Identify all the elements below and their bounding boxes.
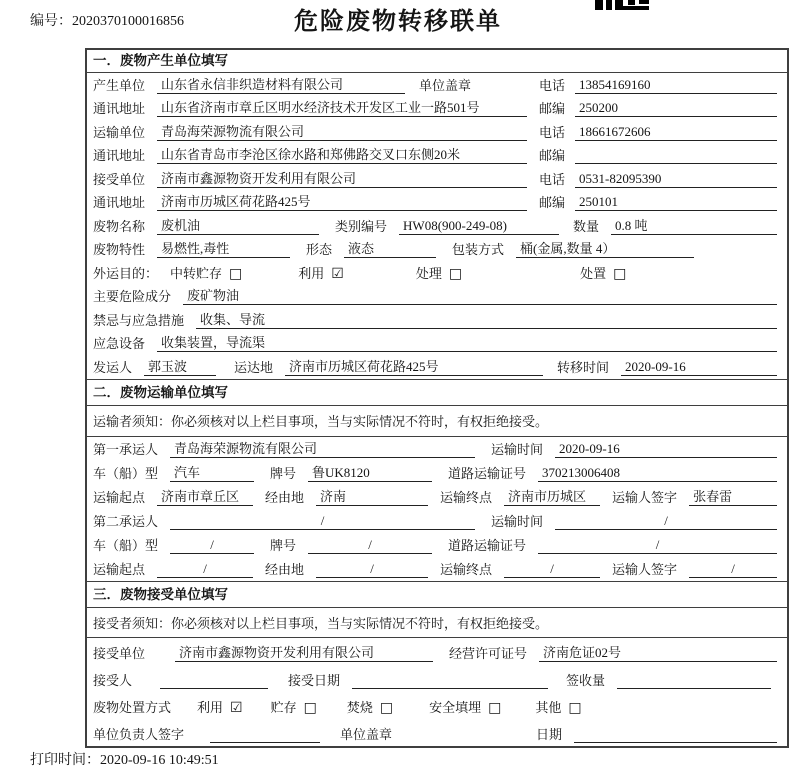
checkbox-checked-icon: ☑ <box>331 265 344 282</box>
route2-row <box>87 557 787 581</box>
section-receiver-title: 三．废物接受单位填写 <box>87 581 787 608</box>
receiver-phone-label: 电话 <box>539 171 566 187</box>
disposal-option-other <box>535 697 581 716</box>
shipper-value: 郭玉波 <box>144 358 216 376</box>
roadcert1-value: 370213006408 <box>538 464 777 482</box>
section-transporter-title: 二．废物运输单位填写 <box>87 379 787 406</box>
acceptor-row <box>87 665 787 692</box>
end1-value: 济南市历城区 <box>504 488 600 506</box>
transporter-value: 青岛海荣源物流有限公司 <box>157 123 527 141</box>
vehicle1-label: 车（船）型 <box>93 465 159 481</box>
equipment-value: 收集装置，导流渠 <box>157 334 777 352</box>
transporter-notice: 运输者须知：你必须核对以上栏目事项，当与实际情况不符时，有权拒绝接受。 <box>87 406 787 437</box>
carrier2-row <box>87 509 787 533</box>
acceptor-label: 接受人 <box>93 672 133 688</box>
receiver-zip-group <box>539 193 777 211</box>
purpose-option-label: 中转贮存 <box>170 265 223 281</box>
disposal-option-label: 其他 <box>535 699 562 715</box>
receiver-phone-group <box>539 170 777 188</box>
state-value: 液态 <box>344 240 436 258</box>
waste-name-value: 废机油 <box>157 217 319 235</box>
print-time-value: 2020-09-16 10:49:51 <box>100 753 219 768</box>
destination-value: 济南市历城区荷花路425号 <box>285 358 543 376</box>
accept-unit-label: 接受单位 <box>93 645 146 661</box>
quantity-value: 0.8 吨 <box>611 217 777 235</box>
origin1-label: 运输起点 <box>93 489 146 505</box>
time2-label: 运输时间 <box>491 513 544 529</box>
vehicle1-row <box>87 461 787 485</box>
receiver-value: 济南市鑫源物资开发利用有限公司 <box>157 170 527 188</box>
purpose-option-label: 利用 <box>298 265 325 281</box>
sign1-label: 运输人签字 <box>612 489 678 505</box>
date-label: 日期 <box>536 726 563 742</box>
section-producer-title: 一．废物产生单位填写 <box>87 50 787 73</box>
disposal-option-incinerate <box>347 697 393 716</box>
roadcert2-label: 道路运输证号 <box>448 537 527 553</box>
trait-label: 废物特性 <box>93 242 146 257</box>
disposal-option-label: 安全填埋 <box>429 699 482 715</box>
transporter-zip-label: 邮编 <box>539 148 566 163</box>
transfer-time-value: 2020-09-16 <box>621 358 777 376</box>
destination-label: 运达地 <box>234 359 274 375</box>
acceptor-value <box>160 688 268 689</box>
transporter-addr-label: 通讯地址 <box>93 148 146 163</box>
print-time-label: 打印时间： <box>30 753 100 768</box>
time1-label: 运输时间 <box>491 441 544 457</box>
purpose-option-utilize <box>298 263 344 282</box>
carrier2-value: / <box>170 512 475 530</box>
producer-address-row <box>87 97 787 121</box>
transporter-zip-value <box>575 163 777 164</box>
sign2-label: 运输人签字 <box>612 561 678 577</box>
section-receiver <box>87 581 787 746</box>
state-label: 形态 <box>306 242 333 257</box>
producer-zip-value: 250200 <box>575 99 777 117</box>
sign1-value: 张春雷 <box>689 488 777 506</box>
producer-phone-group <box>539 76 777 94</box>
checkbox-unchecked-icon: □ <box>568 699 582 716</box>
shipper-row <box>87 355 787 379</box>
serial-label: 编号： <box>30 14 72 29</box>
plate2-label: 牌号 <box>270 537 297 553</box>
checkbox-checked-icon: ☑ <box>230 699 243 716</box>
disposal-option-label: 焚烧 <box>346 699 373 715</box>
taboo-value: 收集、导流 <box>196 311 777 329</box>
purpose-option-label: 处置 <box>580 265 607 281</box>
purpose-option-label: 处理 <box>415 265 442 281</box>
plate1-value: 鲁UK8120 <box>308 464 432 482</box>
accept-unit-value: 济南市鑫源物资开发利用有限公司 <box>175 644 433 662</box>
seal-label: 单位盖章 <box>419 77 472 93</box>
disposal-option-landfill <box>429 697 501 716</box>
producer-zip-group <box>539 99 777 117</box>
purpose-option-dispose <box>580 263 626 282</box>
origin2-label: 运输起点 <box>93 561 146 577</box>
transporter-label: 运输单位 <box>93 124 146 140</box>
purpose-label: 外运目的： <box>93 265 159 281</box>
quantity-label: 数量 <box>573 218 600 234</box>
waste-name-label: 废物名称 <box>93 218 146 234</box>
roadcert2-value: / <box>538 536 777 554</box>
vehicle2-value: / <box>170 536 254 554</box>
category-label: 类别编号 <box>335 218 388 234</box>
license-value: 济南危证02号 <box>539 644 777 662</box>
license-label: 经营许可证号 <box>449 645 528 661</box>
transfer-form-table <box>85 48 789 748</box>
producer-addr-label: 通讯地址 <box>93 101 146 116</box>
producer-addr-value: 山东省济南市章丘区明水经济技术开发区工业一路501号 <box>157 99 527 117</box>
taboo-label: 禁忌与应急措施 <box>93 312 185 328</box>
carrier1-row <box>87 437 787 461</box>
received-qty-label: 签收量 <box>566 672 606 688</box>
via2-value: / <box>316 560 428 578</box>
carrier1-label: 第一承运人 <box>93 441 159 457</box>
time2-value: / <box>555 512 777 530</box>
receiver-addr-label: 通讯地址 <box>93 195 146 210</box>
producer-phone-label: 电话 <box>539 77 566 93</box>
receiver-label: 接受单位 <box>93 171 146 187</box>
vehicle2-label: 车（船）型 <box>93 537 159 553</box>
hazard-label: 主要危险成分 <box>93 289 172 304</box>
transporter-phone-value: 18661672606 <box>575 123 777 141</box>
producer-zip-label: 邮编 <box>539 101 566 116</box>
receiver-row <box>87 167 787 191</box>
disposal-option-storage <box>271 697 317 716</box>
checkbox-unchecked-icon: □ <box>488 699 502 716</box>
waste-trait-row <box>87 238 787 262</box>
carrier2-label: 第二承运人 <box>93 513 159 529</box>
hazard-value: 废矿物油 <box>183 287 777 305</box>
purpose-option-transfer-storage <box>170 263 242 282</box>
checkbox-unchecked-icon: □ <box>229 265 243 282</box>
via2-label: 经由地 <box>265 561 305 577</box>
vehicle1-value: 汽车 <box>170 464 254 482</box>
section-transporter <box>87 379 787 581</box>
disposal-row <box>87 692 787 719</box>
producer-row <box>87 73 787 97</box>
disposal-option-utilize <box>197 697 243 716</box>
receiver-phone-value: 0531-82095390 <box>575 170 777 188</box>
transporter-phone-label: 电话 <box>539 124 566 140</box>
waste-name-row <box>87 214 787 238</box>
shipper-label: 发运人 <box>93 359 133 375</box>
receiver-addr-value: 济南市历城区荷花路425号 <box>157 193 527 211</box>
checkbox-unchecked-icon: □ <box>303 699 317 716</box>
time1-value: 2020-09-16 <box>555 440 777 458</box>
vehicle2-row <box>87 533 787 557</box>
taboo-row <box>87 308 787 332</box>
receiver-notice: 接受者须知：你必须核对以上栏目事项，当与实际情况不符时，有权拒绝接受。 <box>87 608 787 638</box>
chief-sign-value <box>210 742 320 743</box>
checkbox-unchecked-icon: □ <box>379 699 394 716</box>
origin1-value: 济南市章丘区 <box>157 488 253 506</box>
transporter-phone-group <box>539 123 777 141</box>
unit-seal-label: 单位盖章 <box>340 726 393 742</box>
chief-sign-row <box>87 719 787 746</box>
receiver-address-row <box>87 191 787 215</box>
accept-date-label: 接受日期 <box>288 672 341 688</box>
via1-label: 经由地 <box>265 489 305 505</box>
purpose-row <box>87 261 787 285</box>
producer-value: 山东省永信非织造材料有限公司 <box>157 76 405 94</box>
producer-phone-value: 13854169160 <box>575 76 777 94</box>
section-producer <box>87 50 787 379</box>
checkbox-unchecked-icon: □ <box>613 265 627 282</box>
received-qty-value <box>617 688 771 689</box>
print-time <box>30 749 219 768</box>
transporter-zip-group <box>539 147 777 164</box>
plate1-label: 牌号 <box>270 465 297 481</box>
trait-value: 易燃性,毒性 <box>157 240 290 258</box>
roadcert1-label: 道路运输证号 <box>448 465 527 481</box>
equipment-label: 应急设备 <box>93 336 146 351</box>
producer-label: 产生单位 <box>93 77 146 93</box>
end2-label: 运输终点 <box>440 561 493 577</box>
disposal-option-label: 贮存 <box>270 699 297 715</box>
receiver-zip-label: 邮编 <box>539 195 566 210</box>
packing-value: 桶(金属,数量 4） <box>516 240 694 258</box>
qr-code-icon <box>595 0 651 11</box>
date-value <box>574 742 777 743</box>
transporter-address-row <box>87 144 787 168</box>
receiver-zip-value: 250101 <box>575 193 777 211</box>
end1-label: 运输终点 <box>440 489 493 505</box>
end2-value: / <box>504 560 600 578</box>
route1-row <box>87 485 787 509</box>
origin2-value: / <box>157 560 253 578</box>
checkbox-unchecked-icon: □ <box>448 265 463 282</box>
carrier1-value: 青岛海荣源物流有限公司 <box>170 440 475 458</box>
disposal-label: 废物处置方式 <box>93 699 172 715</box>
page-title: 危险废物转移联单 <box>294 9 502 35</box>
plate2-value: / <box>308 536 432 554</box>
purpose-option-treat <box>416 263 462 282</box>
chief-sign-label: 单位负责人签字 <box>93 726 185 742</box>
sign2-value: / <box>689 560 777 578</box>
transporter-row <box>87 120 787 144</box>
disposal-option-label: 利用 <box>197 699 224 715</box>
accept-unit-row <box>87 638 787 665</box>
transfer-time-label: 转移时间 <box>557 359 610 375</box>
equipment-row <box>87 332 787 356</box>
hazard-row <box>87 285 787 309</box>
packing-label: 包装方式 <box>452 242 505 257</box>
via1-value: 济南 <box>316 488 428 506</box>
transporter-addr-value: 山东省青岛市李沧区徐水路和郑佛路交叉口东侧20米 <box>157 146 527 164</box>
accept-date-value <box>352 688 548 689</box>
serial-value: 2020370100016856 <box>72 14 184 29</box>
category-value: HW08(900-249-08) <box>399 217 559 235</box>
